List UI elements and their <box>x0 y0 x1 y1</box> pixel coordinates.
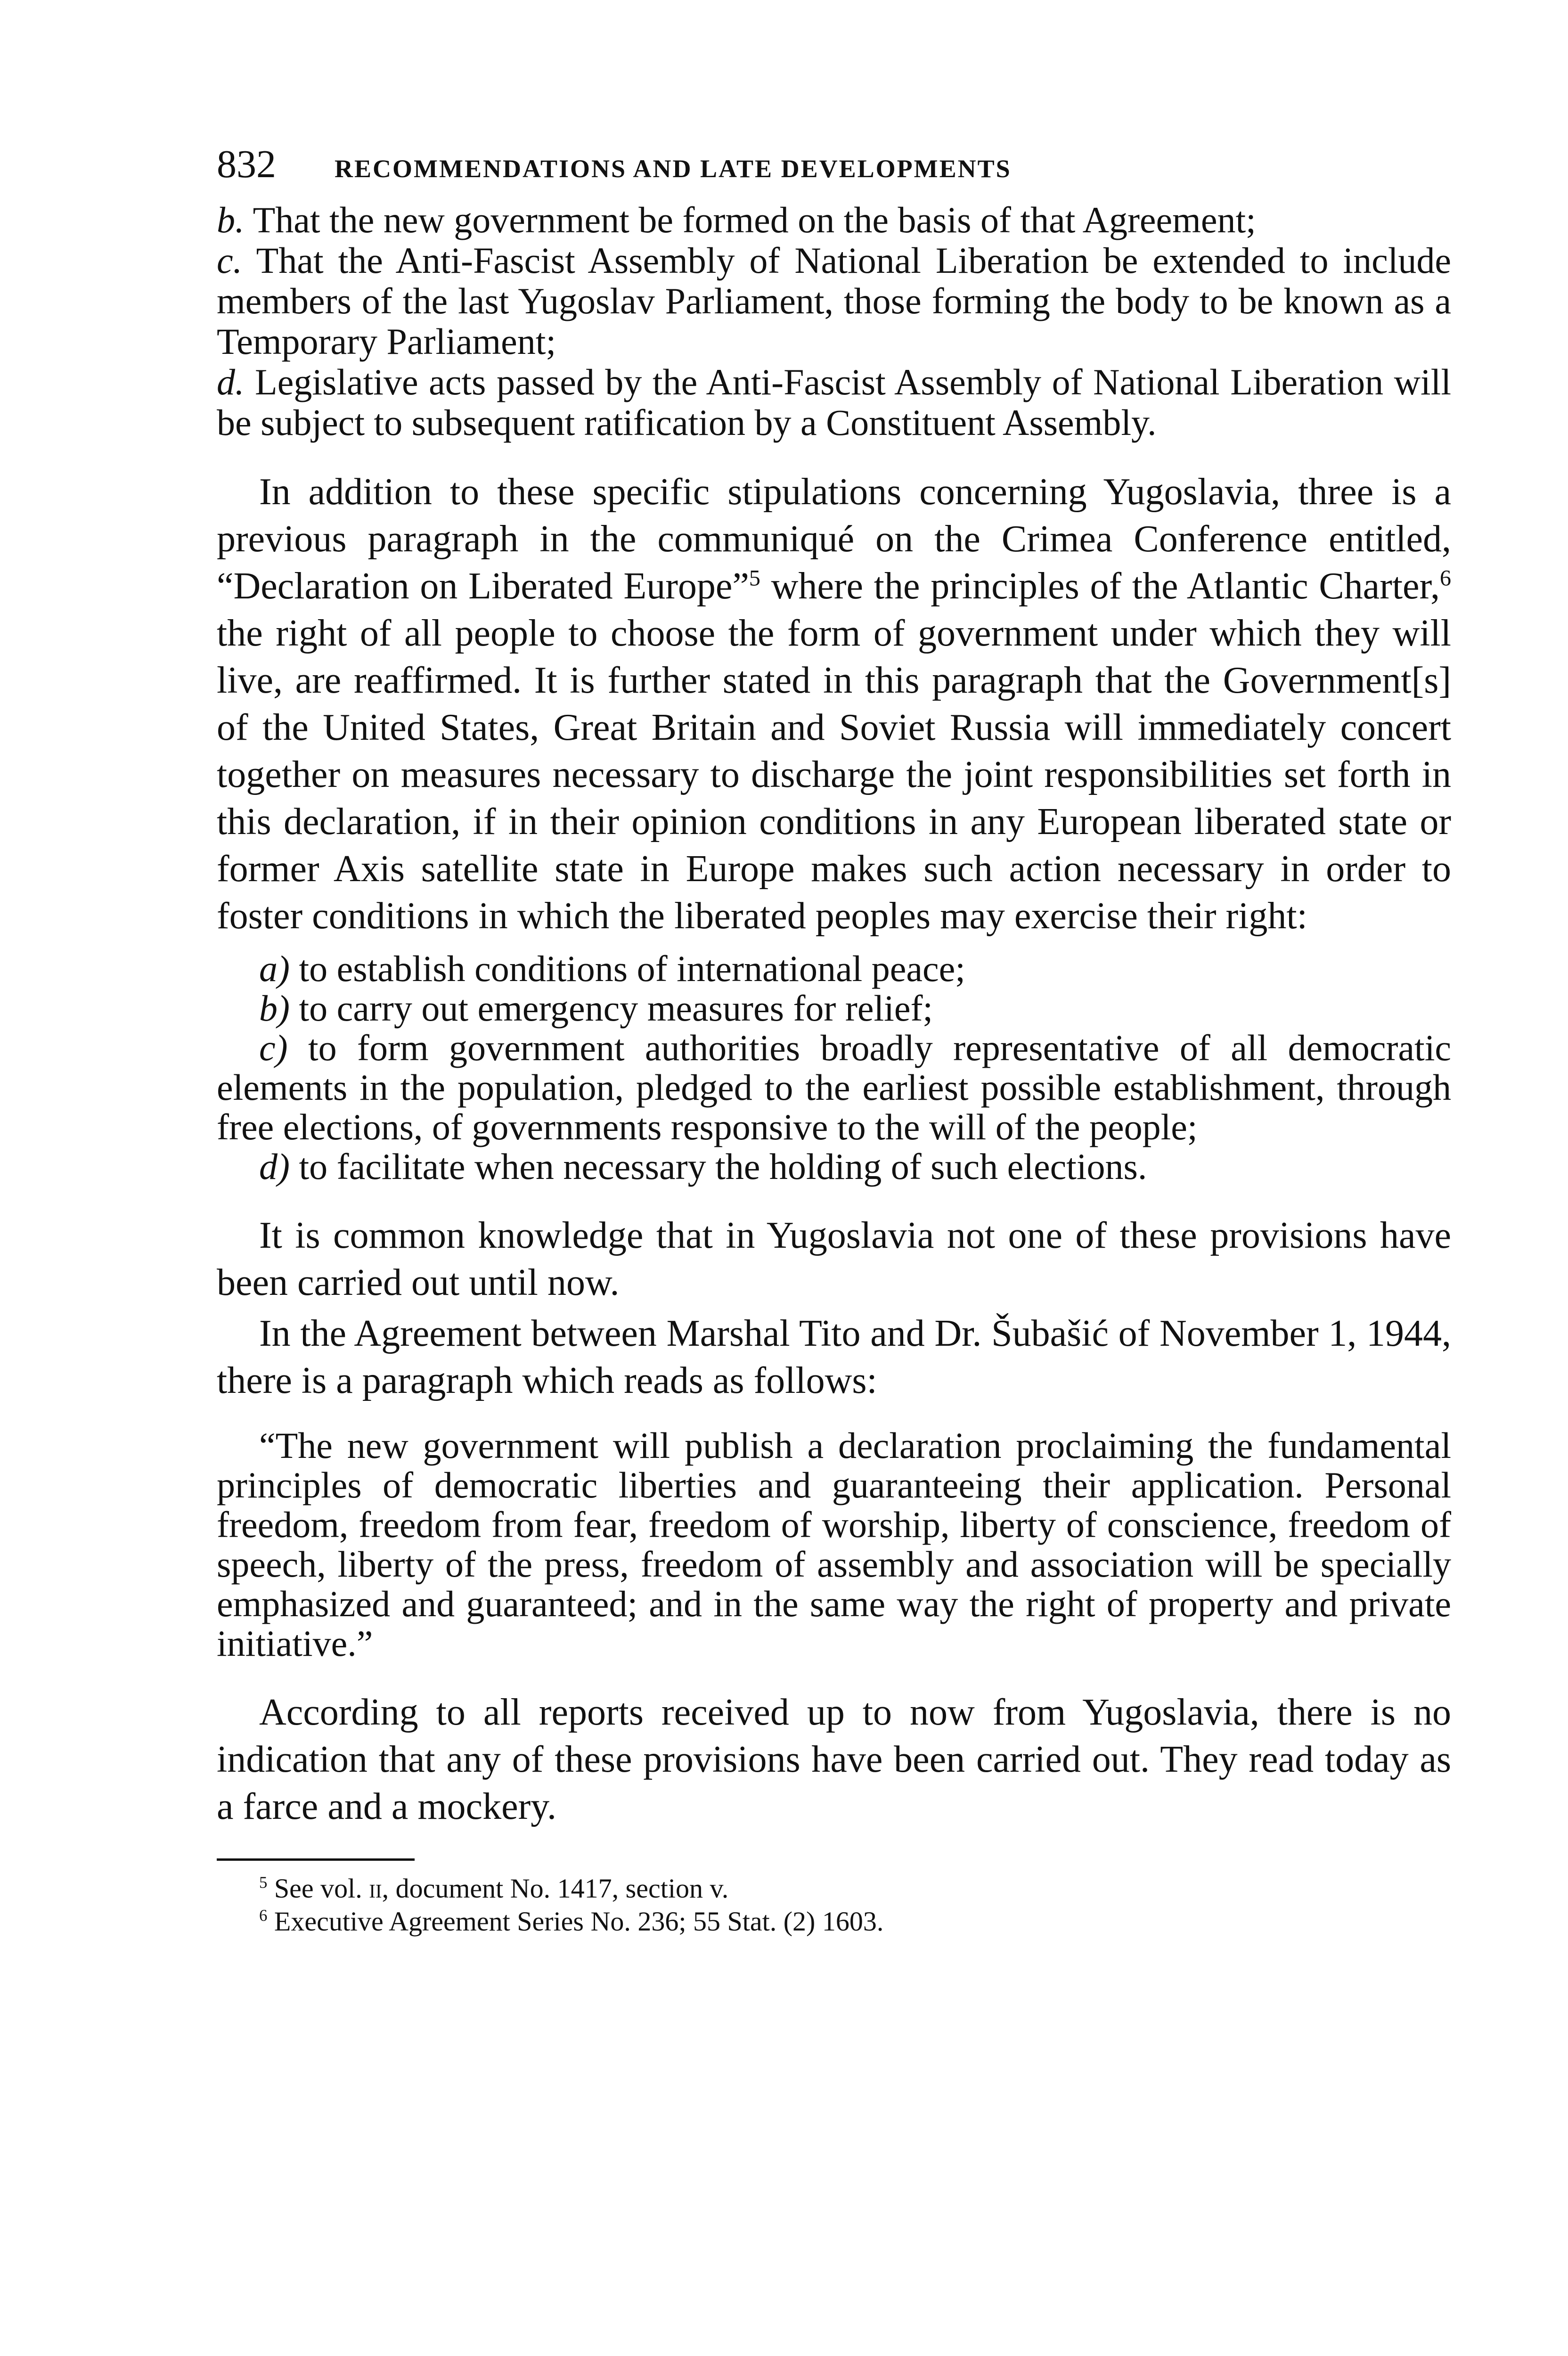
agreement-items-list <box>217 200 1451 443</box>
list-item <box>217 240 1451 362</box>
item-text: Legislative acts passed by the Anti-Fascist Assembly of National Liberation will be subject to subsequent ratification by a Constituent Assembly. <box>217 361 1452 443</box>
list-item <box>217 949 1451 989</box>
running-title: RECOMMENDATIONS AND LATE DEVELOPMENTS <box>335 155 1012 183</box>
item-label: b. <box>217 199 245 240</box>
footnote-6: $^6$ Executive Agreement Series No. 236; 55 Stat. (2) 1603. <box>259 1906 884 1937</box>
list-item <box>217 200 1451 240</box>
footnote-mark: 5 <box>259 1873 268 1892</box>
paragraph-conclusion: According to all reports received up to now from Yugoslavia, there is no indication that any of these provisions have been carried out. They read today as a farce and a mockery. <box>217 1692 1451 1827</box>
page-header <box>217 141 1451 198</box>
list-item <box>217 1028 1451 1147</box>
item-label: d. <box>217 361 245 402</box>
item-label: d) <box>259 1146 290 1187</box>
list-item <box>217 362 1451 443</box>
document-page <box>217 141 1451 1938</box>
footnote-divider <box>217 1858 415 1861</box>
item-label: c. <box>217 240 243 281</box>
page-number: 832 <box>217 142 276 186</box>
footnotes <box>217 1872 1451 1938</box>
item-label: b) <box>259 988 290 1029</box>
item-label: c) <box>259 1027 288 1068</box>
list-item <box>217 989 1451 1028</box>
paragraph-common-knowledge: It is common knowledge that in Yugoslavia not one of these provisions have been carried out until now. <box>217 1215 1451 1303</box>
volume-numeral: ii <box>369 1873 382 1904</box>
item-label: a) <box>259 948 290 989</box>
item-text: to facilitate when necessary the holding of such elections. <box>299 1146 1147 1187</box>
item-text: to establish conditions of international peace; <box>299 948 965 989</box>
agreement-quotation: “The new government will publish a declaration proclaiming the fundamental principles of democratic liberties and guaranteeing their application. Personal freedom, freedom from fear, freedom of worship, liberty of conscience, freedom of speech, liberty of the press, freedom of assembly and association will be specially emphasized and guaranteed; and in the same way the right of property and private initiative.” <box>217 1425 1451 1664</box>
paragraph-agreement: In the Agreement between Marshal Tito and Dr. Šubašić of November 1, 1944, there is a paragraph which reads as follows: <box>217 1313 1451 1401</box>
footnote-mark: 6 <box>259 1906 268 1925</box>
footnote-ref-5[interactable]: 5 <box>749 565 760 591</box>
item-text: That the Anti-Fascist Assembly of National Liberation be extended to include members of the last Yugoslav Parliament, those forming the body to be known as a Temporary Parliament; <box>217 240 1451 362</box>
footnote-5: $^5$ See vol. ii, document No. 1417, section v. <box>259 1873 729 1904</box>
footnote-ref-6[interactable]: 6 <box>1440 565 1452 591</box>
item-text: That the new government be formed on the basis of that Agreement; <box>253 199 1256 240</box>
list-item <box>217 1147 1451 1186</box>
item-text: to form government authorities broadly representative of all democratic elements in the population, pledged to the earliest possible establishment, through free elections, of governments responsive to the will of the people; <box>217 1027 1452 1147</box>
paragraph-crimea-declaration: In addition to these specific stipulations concerning Yugoslavia, three is a previous paragraph in the communiqué on the Crimea Conference entitled, “Declaration on Liberated Europe”$^5$ where the principles of the Atlantic Charter,$^6$ the right of all people to choose the form of government under which they will live, are reaffirmed. It is further stated in this paragraph that the Government[s] of the United States, Great Britain and Soviet Russia will immediately concert together on measures necessary to discharge the joint responsibilities set forth in this declaration, if in their opinion conditions in any European liberated state or former Axis satellite state in Europe makes such action necessary in order to foster conditions in which the liberated peoples may exercise their right: <box>217 471 1452 937</box>
rights-list <box>217 949 1451 1186</box>
item-text: to carry out emergency measures for relief; <box>299 988 933 1029</box>
